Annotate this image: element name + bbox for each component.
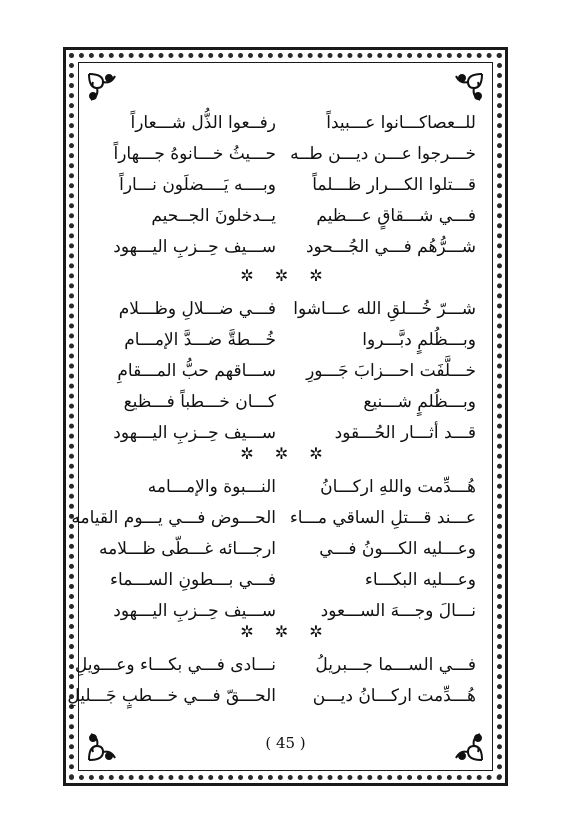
verse-first-hemistich: نـــالَ وجـــهَ الســـعود [320,601,476,621]
verse-second-hemistich: فـــي ضـــلالِ وظـــلام [118,299,276,319]
verse-second-hemistich: النـــبوة والإمـــامه [147,477,276,497]
verse-first-hemistich: فـــي شـــقاقٍ عـــظيم [316,206,476,226]
verse-first-hemistich: وعـــليه البكـــاء [364,570,476,590]
verse-line [95,139,476,169]
verse-line [95,387,476,417]
verse-first-hemistich: خـــرجوا عـــن ديـــن طــه [290,144,476,164]
verse-first-hemistich: قـــد أثـــار الحُـــقود [334,423,476,443]
verse-line [95,534,476,564]
verse-line [95,325,476,355]
verse-line [74,650,476,680]
verse-second-hemistich: حـــيثُ خـــانوهُ جـــهاراً [113,144,276,164]
verse-first-hemistich: قـــتلوا الكـــرار ظـــلماً [312,175,476,195]
verse-line [67,681,476,711]
verse-second-hemistich: الحـــقّ فـــي خـــطبٍ جَـــليلِ [67,686,276,706]
verse-second-hemistich: وبــــه يَــــضلَون نـــاراً [119,175,276,195]
verse-line [95,472,476,502]
verse-first-hemistich: هُـــدِّمت واللهِ اركـــانُ [320,477,476,497]
verse-second-hemistich: كـــان خـــطباً فـــظيع [123,392,276,412]
page-number: ( 45 ) [265,734,306,752]
verse-second-hemistich: نـــادى فـــي بكـــاء وعـــويلِ [74,655,276,675]
verse-first-hemistich: فـــي الســـما جـــبريلُ [315,655,476,675]
verse-line [71,503,476,533]
verse-second-hemistich: ارجـــائه غـــطّى ظـــلامه [99,539,276,559]
stanza-divider: ✲ ✲ ✲ [240,444,331,463]
verse-first-hemistich: وبـــظُلمٍ دبَّـــروا [362,330,476,350]
verse-second-hemistich: يــدخلونَ الجــحيم [151,206,276,226]
verse-second-hemistich: ســـيف حِــزبِ اليـــهود [113,601,276,621]
verse-first-hemistich: هُـــدِّمت اركـــانُ ديـــن [312,686,476,706]
stanza-divider: ✲ ✲ ✲ [240,622,331,641]
verse-second-hemistich: ســـيف حِــزبِ اليـــهود [113,423,276,443]
verse-second-hemistich: ســـاقهم حبُّ المـــقامِ [117,361,276,381]
verse-first-hemistich: شـــرُّهُم فـــي الجُـــحود [305,237,476,257]
verse-first-hemistich: للــعصاكـــانوا عـــبيداً [326,113,476,133]
verse-first-hemistich: شـــرّ خُـــلقِ الله عـــاشوا [293,299,476,319]
corner-flourish-icon [450,70,486,106]
verse-second-hemistich: فـــي بـــطونِ الســـماء [110,570,276,590]
verse-line [95,565,476,595]
verse-line [95,170,476,200]
stanza-divider: ✲ ✲ ✲ [240,266,331,285]
verse-line [95,108,476,138]
verse-line [95,294,476,324]
verse-first-hemistich: خـــلَّفَت احـــزابَ جَـــورِ [306,361,476,381]
verse-first-hemistich: وبـــظُلمٍ شـــنيع [363,392,476,412]
verse-first-hemistich: وعـــليه الكـــونُ فـــي [319,539,476,559]
verse-second-hemistich: رفــعوا الذُّل شـــعاراً [130,113,276,133]
verse-line [95,201,476,231]
verse-line [95,232,476,262]
verse-first-hemistich: عـــند قـــتلِ الساقي مـــاء [289,508,476,528]
verse-line [95,356,476,386]
verse-second-hemistich: الحـــوض فـــي يـــوم القيامه [71,508,276,528]
verse-second-hemistich: ســـيف حِــزبِ اليـــهود [113,237,276,257]
verse-second-hemistich: خُـــطةَّ ضـــدَّ الإمـــام [124,330,276,350]
corner-flourish-icon [85,70,121,106]
